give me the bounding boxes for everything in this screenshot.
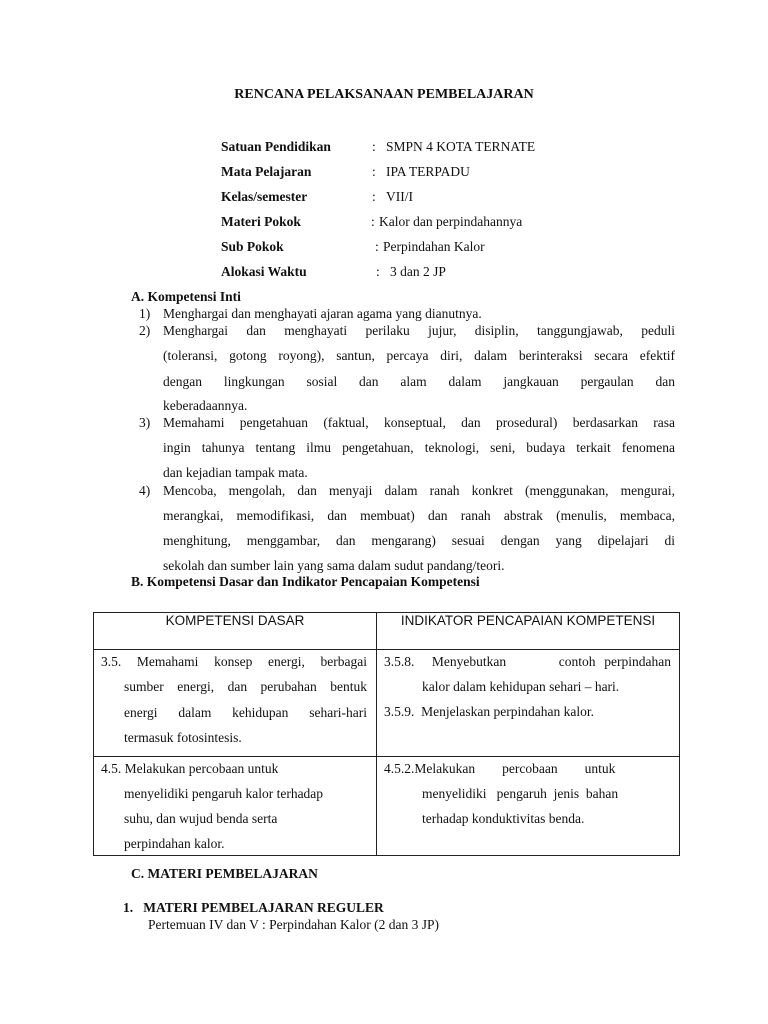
- meta-value: Perpindahan Kalor: [383, 239, 485, 254]
- table-header-row: [94, 613, 680, 650]
- cell-line: perpindahan kalor.: [124, 836, 225, 851]
- meta-colon: :: [376, 264, 380, 279]
- cell-line: 3.5.9. Menjelaskan perpindahan kalor.: [384, 704, 594, 719]
- cell-line: 3.5.8. Menyebutkan contoh perpindahan: [384, 654, 671, 669]
- ki-line: Mencoba, mengolah, dan menyaji dalam ranah konkret (menggunakan, mengurai,: [163, 483, 675, 498]
- ki-line: menghitung, menggambar, dan mengarang) sesuai dengan yang dipelajari di: [163, 533, 675, 548]
- cell-line: menyelidiki pengaruh jenis bahan: [422, 786, 619, 801]
- ki-line: dengan lingkungan sosial dan alam dalam jangkauan pergaulan dan: [163, 374, 675, 389]
- meta-row-kelas: [221, 189, 681, 209]
- table-row: [94, 650, 680, 757]
- column-header-kd: KOMPETENSI DASAR: [94, 613, 377, 650]
- kd-ipk-table: [93, 612, 680, 856]
- meta-row-alokasi: [221, 264, 681, 284]
- meta-value: IPA TERPADU: [386, 164, 470, 179]
- meta-colon: :: [372, 164, 376, 179]
- ki-line: (toleransi, gotong royong), santun, percaya diri, dalam berinteraksi secara efektif: [163, 348, 675, 363]
- meta-label: Materi Pokok: [221, 214, 301, 229]
- meta-row-subpokok: [221, 239, 681, 259]
- page-title: RENCANA PELAKSANAAN PEMBELAJARAN: [234, 87, 534, 102]
- meta-value: Kalor dan perpindahannya: [379, 214, 523, 229]
- cell-line: kalor dalam kehidupan sehari – hari.: [422, 679, 620, 694]
- meta-label: Kelas/semester: [221, 189, 308, 204]
- cell-line: suhu, dan wujud benda serta: [124, 811, 278, 826]
- ki-line: keberadaannya.: [163, 398, 248, 413]
- meta-colon: :: [372, 189, 376, 204]
- cell-line: 4.5.2.Melakukan percobaan untuk: [384, 761, 616, 776]
- ki-number: 2): [139, 323, 151, 338]
- section-b-heading: B. Kompetensi Dasar dan Indikator Pencapaian Kompetensi: [131, 574, 480, 589]
- ki-number: 4): [139, 483, 151, 498]
- cell-line: energi dalam kehidupan sehari-hari: [124, 705, 367, 720]
- meta-label: Sub Pokok: [221, 239, 284, 254]
- table-cell-kd: [94, 650, 377, 757]
- ki-line: Menghargai dan menghayati perilaku jujur, disiplin, tanggungjawab, peduli: [163, 323, 675, 338]
- table-cell-ipk: [377, 757, 680, 856]
- ki-line: Memahami pengetahuan (faktual, konseptual, dan prosedural) berdasarkan rasa: [163, 415, 675, 430]
- meta-row-materi: [221, 214, 681, 234]
- meta-value: SMPN 4 KOTA TERNATE: [386, 139, 536, 154]
- ki-line: Menghargai dan menghayati ajaran agama yang dianutnya.: [163, 306, 482, 321]
- section-a-heading: A. Kompetensi Inti: [131, 289, 241, 304]
- cell-line: menyelidiki pengaruh kalor terhadap: [124, 786, 324, 801]
- table-cell-kd: [94, 757, 377, 856]
- cell-line: 4.5. Melakukan percobaan untuk: [101, 761, 279, 776]
- cell-line: sumber energi, dan perubahan bentuk: [124, 679, 367, 694]
- meta-value: VII/I: [386, 189, 413, 204]
- cell-line: 3.5. Memahami konsep energi, berbagai: [101, 654, 367, 669]
- cell-line: termasuk fotosintesis.: [124, 730, 242, 745]
- section-c-text: Pertemuan IV dan V : Perpindahan Kalor (2 dan 3 JP): [148, 917, 439, 932]
- section-c-subheading: 1. MATERI PEMBELAJARAN REGULER: [123, 900, 384, 915]
- section-c-heading: C. MATERI PEMBELAJARAN: [131, 866, 318, 881]
- meta-label: Satuan Pendidikan: [221, 139, 331, 154]
- ki-line: ingin tahunya tentang ilmu pengetahuan, teknologi, seni, budaya terkait fenomena: [163, 440, 675, 455]
- table-cell-ipk: [377, 650, 680, 757]
- cell-line: terhadap konduktivitas benda.: [422, 811, 585, 826]
- ki-number: 1): [139, 306, 151, 321]
- meta-row-satuan: [221, 139, 681, 159]
- meta-colon: :: [371, 214, 375, 229]
- table-row: [94, 757, 680, 856]
- ki-line: sekolah dan sumber lain yang sama dalam sudut pandang/teori.: [163, 558, 505, 573]
- meta-value: 3 dan 2 JP: [390, 264, 446, 279]
- meta-colon: :: [375, 239, 379, 254]
- meta-label: Alokasi Waktu: [221, 264, 307, 279]
- meta-colon: :: [372, 139, 376, 154]
- meta-label: Mata Pelajaran: [221, 164, 312, 179]
- ki-number: 3): [139, 415, 151, 430]
- meta-row-mapel: [221, 164, 681, 184]
- ki-line: dan kejadian tampak mata.: [163, 465, 308, 480]
- column-header-ipk: INDIKATOR PENCAPAIAN KOMPETENSI: [377, 613, 680, 650]
- ki-line: merangkai, memodifikasi, dan membuat) dan ranah abstrak (menulis, membaca,: [163, 508, 675, 523]
